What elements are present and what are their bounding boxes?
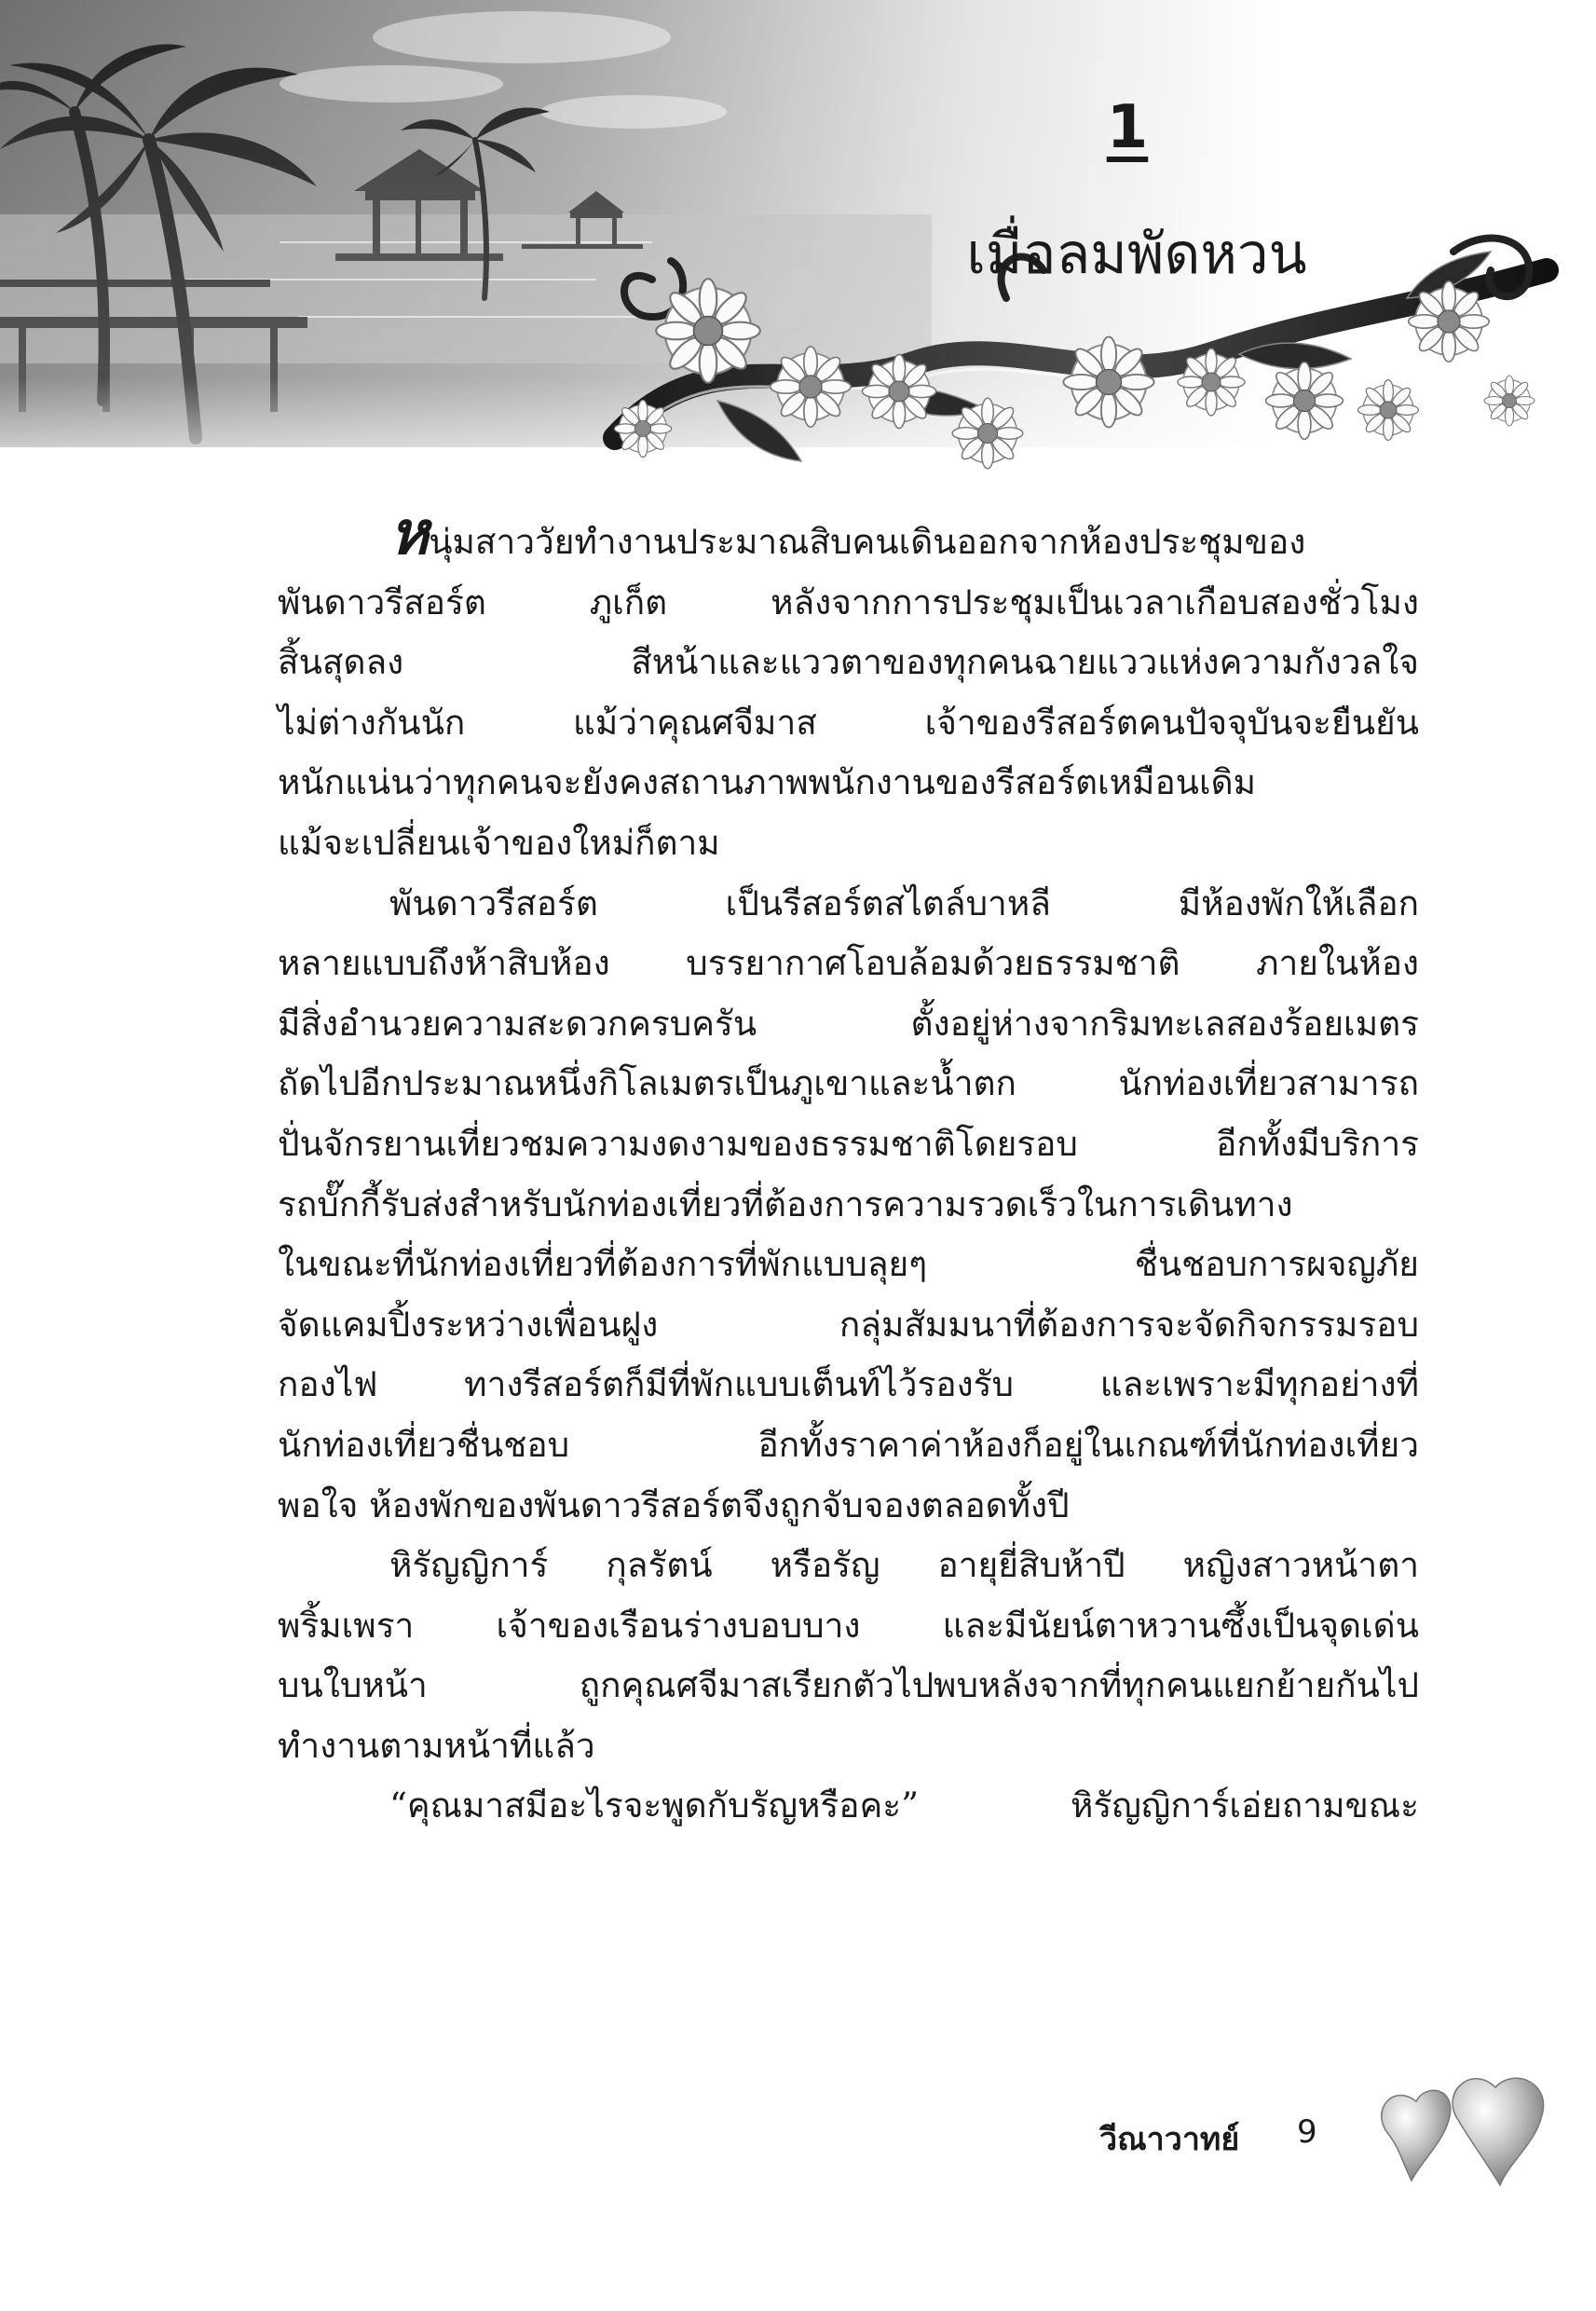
page-footer xyxy=(1099,2106,1565,2181)
text-line: พอใจ ห้องพักของพันดาวรีสอร์ตจึงถูกจับจองตลอดทั้งปี xyxy=(278,1484,1070,1525)
running-title: วีณาวาทย์ xyxy=(1099,2121,1240,2158)
paragraph-4 xyxy=(278,1776,1419,1837)
text-line: บนใบหน้า ถูกคุณศจีมาสเรียกตัวไปพบหลังจากที่ทุกคนแยกย้ายกันไป xyxy=(278,1665,1419,1706)
tropical-beach-scene-icon xyxy=(0,0,1596,503)
text-line: สิ้นสุดลง สีหน้าและแววตาของทุกคนฉายแววแห่งความกังวลใจ xyxy=(278,642,1419,683)
text-line: กองไฟ ทางรีสอร์ตก็มีที่พักแบบเต็นท์ไว้รองรับ และเพราะมีทุกอย่างที่ xyxy=(278,1364,1419,1405)
paragraph-3 xyxy=(278,1536,1419,1776)
text-line: พันดาวรีสอร์ต ภูเก็ต หลังจากการประชุมเป็นเวลาเกือบสองชั่วโมง xyxy=(278,581,1419,622)
chapter-body xyxy=(278,499,1419,1837)
text-line-segment: นุ่มสาววัยทำงานประมาณสิบคนเดินออกจากห้องประชุมของ xyxy=(429,522,1306,562)
text-line: มีสิ่งอำนวยความสะดวกครบครัน ตั้งอยู่ห่างจากริมทะเลสองร้อยเมตร xyxy=(278,1003,1419,1044)
text-line: ปั่นจักรยานเที่ยวชมความงดงามของธรรมชาติโดยรอบ อีกทั้งมีบริการ xyxy=(278,1123,1419,1164)
text-line: จัดแคมปิ้งระหว่างเพื่อนฝูง กลุ่มสัมมนาที่ต้องการจะจัดกิจกรรมรอบ xyxy=(278,1304,1419,1345)
drop-cap: ห xyxy=(389,499,430,568)
text-line: พริ้มเพรา เจ้าของเรือนร่างบอบบาง และมีนัยน์ตาหวานซึ้งเป็นจุดเด่น xyxy=(278,1605,1419,1646)
text-line: “คุณมาสมีอะไรจะพูดกับรัญหรือคะ” หิรัญญิการ์เอ่ยถามขณะ xyxy=(389,1785,1419,1826)
header-illustration xyxy=(0,0,1596,503)
silver-hearts-icon xyxy=(1370,2069,1556,2199)
text-line: ทำงานตามหน้าที่แล้ว xyxy=(278,1725,595,1766)
text-line: รถบั๊กกี้รับส่งสำหรับนักท่องเที่ยวที่ต้องการความรวดเร็วในการเดินทาง xyxy=(278,1183,1293,1224)
chapter-number: 1 xyxy=(1106,93,1149,162)
page-number: 9 xyxy=(1297,2113,1317,2151)
text-line: ไม่ต่างกันนัก แม้ว่าคุณศจีมาส เจ้าของรีสอร์ตคนปัจจุบันจะยืนยัน xyxy=(278,702,1419,743)
chapter-title: เมื่อลมพัดหวน xyxy=(966,222,1307,287)
text-line: แม้จะเปลี่ยนเจ้าของใหม่ก็ตาม xyxy=(278,822,720,863)
text-line xyxy=(389,499,1419,573)
text-line: ถัดไปอีกประมาณหนึ่งกิโลเมตรเป็นภูเขาและน้ำตก นักท่องเที่ยวสามารถ xyxy=(278,1063,1419,1104)
text-line: หิรัญญิการ์ กุลรัตน์ หรือรัญ อายุยี่สิบห้าปี หญิงสาวหน้าตา xyxy=(389,1545,1419,1586)
text-line: หนักแน่นว่าทุกคนจะยังคงสถานภาพพนักงานของรีสอร์ตเหมือนเดิม xyxy=(278,762,1257,803)
text-line: ในขณะที่นักท่องเที่ยวที่ต้องการที่พักแบบลุยๆ ชื่นชอบการผจญภัย xyxy=(278,1244,1419,1285)
text-line: พันดาวรีสอร์ต เป็นรีสอร์ตสไตล์บาหลี มีห้องพักให้เลือก xyxy=(389,882,1419,923)
paragraph-2 xyxy=(278,874,1419,1537)
text-line: นักท่องเที่ยวชื่นชอบ อีกทั้งราคาค่าห้องก็อยู่ในเกณฑ์ที่นักท่องเที่ยว xyxy=(278,1424,1419,1465)
paragraph-1 xyxy=(278,499,1419,573)
text-line: หลายแบบถึงห้าสิบห้อง บรรยากาศโอบล้อมด้วยธรรมชาติ ภายในห้อง xyxy=(278,943,1419,984)
paragraph-1-continued xyxy=(278,573,1419,874)
